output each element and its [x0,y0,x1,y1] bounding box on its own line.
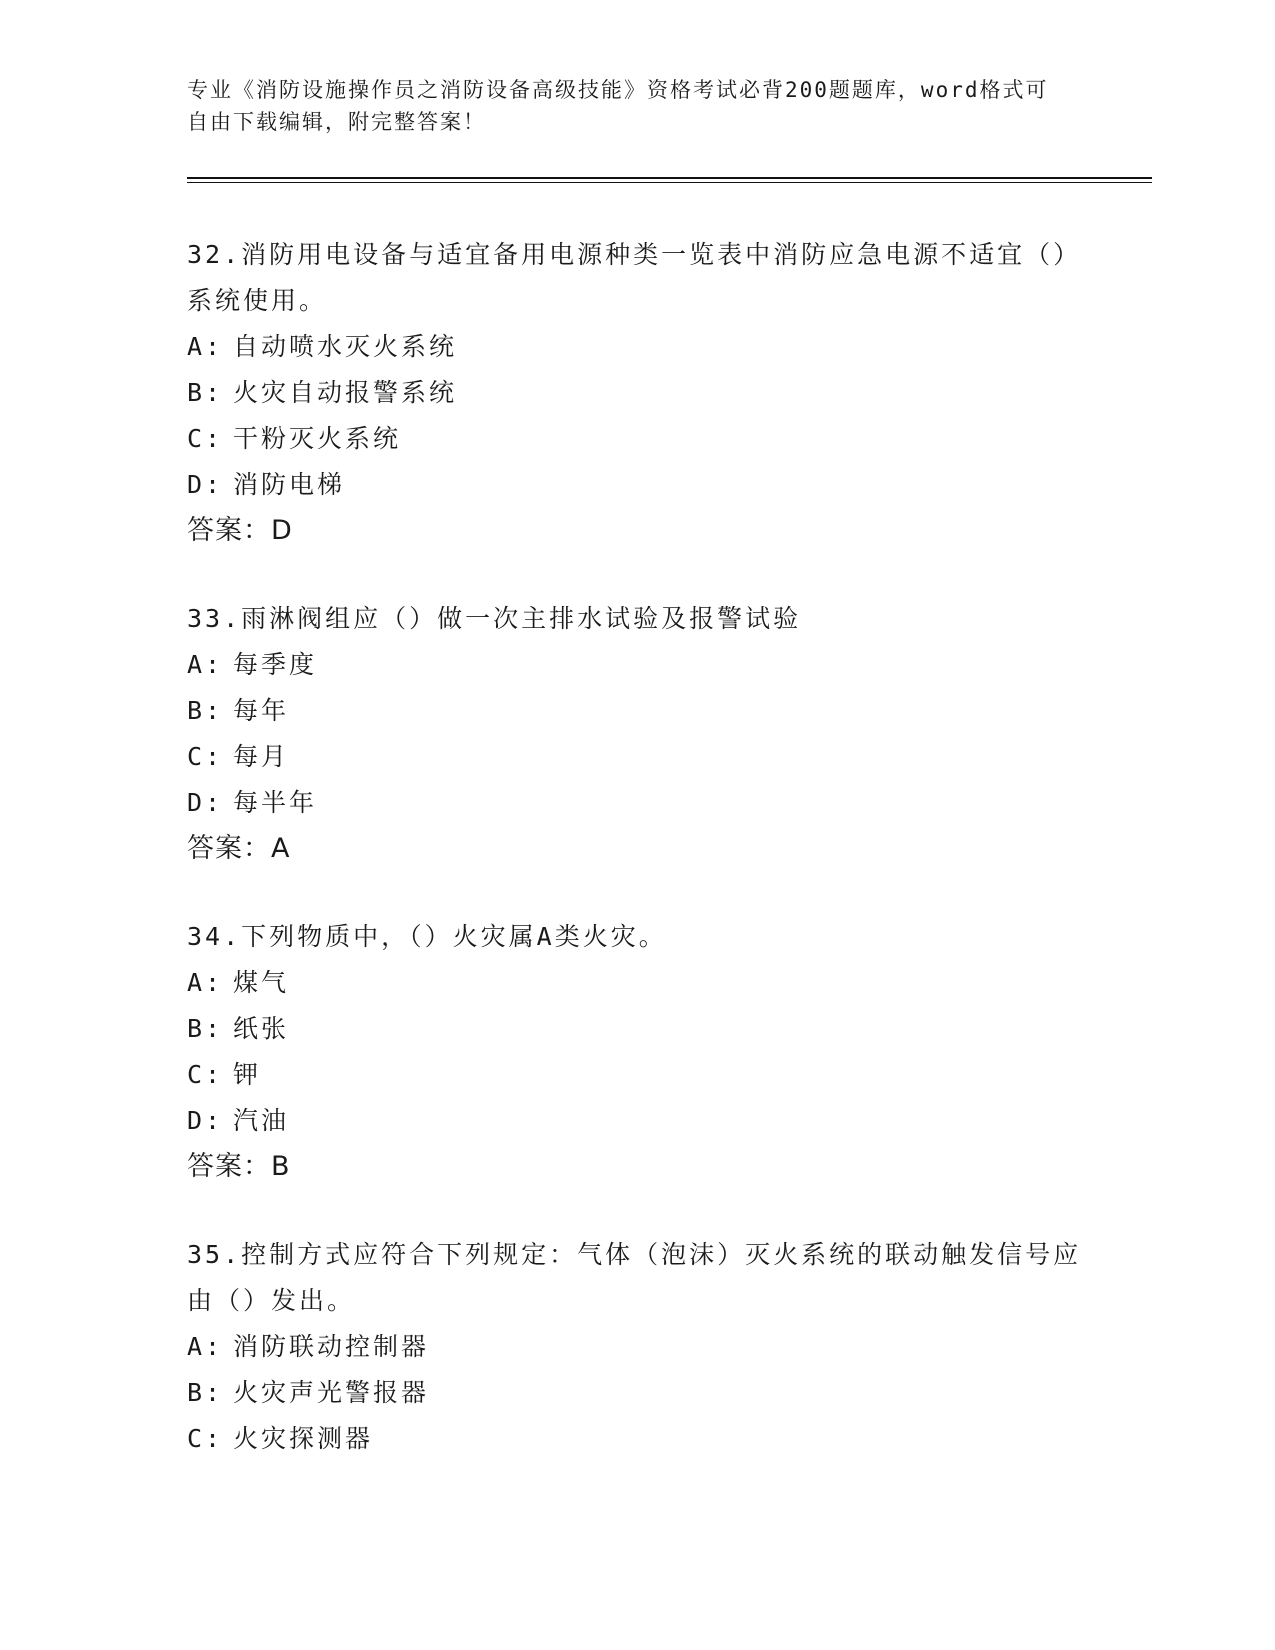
option-letter: C: [187,742,224,771]
question-item [187,914,1087,1190]
option-d [187,780,1087,826]
option-text: 汽油 [233,1106,290,1135]
option-letter: D: [187,1106,224,1135]
option-text: 火灾探测器 [233,1424,374,1453]
option-letter: C: [187,424,224,453]
document-intro: 专业《消防设施操作员之消防设备高级技能》资格考试必背200题题库，word格式可自由下载编辑，附完整答案！ [187,78,1049,134]
option-letter: A: [187,332,224,361]
option-letter: D: [187,788,224,817]
option-a [187,642,1087,688]
answer-line: 答案：B [187,1151,291,1182]
option-text: 火灾自动报警系统 [233,378,458,407]
question-stem: 33.雨淋阀组应（）做一次主排水试验及报警试验 [187,604,802,633]
option-b [187,1006,1087,1052]
option-letter: B: [187,1014,224,1043]
option-b [187,688,1087,734]
option-text: 自动喷水灭火系统 [233,332,458,361]
option-text: 每月 [233,742,290,771]
question-stem: 32.消防用电设备与适宜备用电源种类一览表中消防应急电源不适宜（）系统使用。 [187,240,1082,315]
option-letter: A: [187,968,224,997]
question-list [187,232,1087,1504]
option-a [187,324,1087,370]
option-b [187,1370,1087,1416]
option-a [187,960,1087,1006]
option-letter: C: [187,1060,224,1089]
option-text: 每季度 [233,650,318,679]
option-text: 煤气 [233,968,290,997]
option-c [187,734,1087,780]
answer-line: 答案：D [187,515,293,546]
option-letter: D: [187,470,224,499]
option-letter: A: [187,1332,224,1361]
answer-line: 答案：A [187,833,291,864]
option-text: 火灾声光警报器 [233,1378,430,1407]
option-text: 每半年 [233,788,318,817]
header-divider-thin [187,182,1152,183]
option-a [187,1324,1087,1370]
option-c [187,416,1087,462]
question-item [187,596,1087,872]
option-letter: B: [187,696,224,725]
question-item [187,232,1087,554]
option-b [187,370,1087,416]
option-text: 每年 [233,696,290,725]
option-text: 干粉灭火系统 [233,424,402,453]
option-d [187,1098,1087,1144]
question-stem: 35.控制方式应符合下列规定：气体（泡沫）灭火系统的联动触发信号应由（）发出。 [187,1240,1082,1315]
option-c [187,1052,1087,1098]
option-text: 消防联动控制器 [233,1332,430,1361]
option-letter: B: [187,378,224,407]
option-letter: B: [187,1378,224,1407]
option-text: 消防电梯 [233,470,346,499]
option-d [187,462,1087,508]
question-stem: 34.下列物质中，（）火灾属A类火灾。 [187,922,667,951]
option-c [187,1416,1087,1462]
option-letter: A: [187,650,224,679]
option-letter: C: [187,1424,224,1453]
header-divider-thick [187,177,1152,179]
option-text: 纸张 [233,1014,290,1043]
option-text: 钾 [233,1060,262,1089]
question-item [187,1232,1087,1462]
